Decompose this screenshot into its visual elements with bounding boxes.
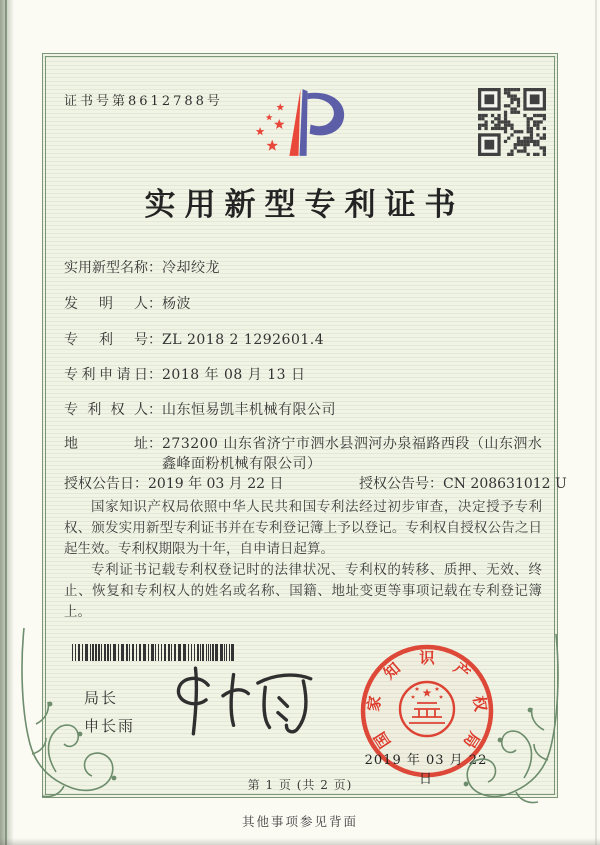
- field-label: 专利申请日: [64, 367, 148, 383]
- director-signature: [168, 664, 316, 738]
- field-value: 冷却绞龙: [162, 260, 220, 276]
- field-value: 山东恒易凯丰机械有限公司: [162, 402, 336, 418]
- svg-text:知: 知: [379, 658, 404, 683]
- field-label: 地址: [64, 436, 148, 452]
- field-label: 专利权人: [64, 402, 148, 418]
- paper-bottom-edge: [0, 838, 600, 845]
- field-row-name: [64, 258, 220, 278]
- field-label: 实用新型名称: [64, 260, 148, 276]
- grant-number-value: CN 208631012 U: [443, 476, 567, 492]
- colon: ：: [148, 260, 162, 276]
- colon: ：: [134, 476, 148, 492]
- field-row-patent-number: [64, 330, 324, 350]
- grant-date-label: 授权公告日: [64, 476, 134, 492]
- back-note: 其他事项参见背面: [241, 814, 358, 829]
- field-row-grant: [64, 474, 567, 494]
- field-row-inventor: [64, 294, 191, 314]
- book-spine-line: [5, 0, 7, 845]
- paper-right-edge: [595, 0, 597, 845]
- seal-date: 2019 年 03 月 22 日: [364, 753, 488, 787]
- grant-number-label: 授权公告号: [359, 476, 429, 492]
- field-label: 发明人: [64, 296, 148, 312]
- colon: ：: [429, 476, 443, 492]
- legal-text: [64, 497, 542, 623]
- legal-paragraph: 专利证书记载专利权登记时的法律状况、专利权的转移、质押、无效、终止、恢复和专利权人的姓名或名称、国籍、地址变更等事项记载在专利登记簿上。: [64, 562, 542, 620]
- cnipa-logo-icon: [252, 84, 348, 162]
- svg-text:权: 权: [469, 694, 491, 713]
- colon: ：: [148, 332, 162, 348]
- colon: ：: [148, 402, 162, 418]
- field-value: 2018 年 08 月 13 日: [162, 367, 306, 383]
- certificate-number: 证书号第8612788号: [64, 94, 223, 109]
- svg-text:识: 识: [419, 648, 435, 667]
- director-title: 局长: [84, 689, 119, 707]
- field-row-address: [64, 434, 554, 474]
- svg-text:产: 产: [450, 658, 475, 683]
- colon: ：: [148, 367, 162, 383]
- colon: ：: [148, 296, 162, 312]
- svg-text:国: 国: [369, 728, 395, 752]
- svg-text:局: 局: [459, 728, 485, 752]
- corner-flourish-left-icon: [16, 628, 128, 800]
- field-label: 专利号: [64, 332, 148, 348]
- field-row-filing-date: [64, 365, 306, 385]
- corner-flourish-right-icon: [452, 634, 564, 806]
- certificate-title: 实用新型专利证书: [144, 187, 465, 223]
- page-number: 第 1 页 (共 2 页): [247, 778, 353, 792]
- field-value: ZL 2018 2 1292601.4: [162, 332, 325, 348]
- field-value: 273200 山东省济宁市泗水县泗河办泉福路西段（山东泗水鑫峰面粉机械有限公司）: [162, 436, 543, 472]
- field-value: 杨波: [162, 296, 191, 312]
- grant-date-value: 2019 年 03 月 22 日: [148, 476, 284, 492]
- qr-code: [478, 88, 546, 156]
- legal-paragraph: 国家知识产权局依照中华人民共和国专利法经过初步审查，决定授予专利权、颁发实用新型专利证书并在专利登记簿上予以登记。专利权自授权公告之日起生效。专利权期限为十年，自申请日起算。: [64, 499, 542, 557]
- colon: ：: [148, 436, 162, 452]
- book-spine-edge: [0, 0, 14, 845]
- svg-text:家: 家: [363, 694, 385, 713]
- field-row-patentee: [64, 400, 336, 420]
- director-name: 申长雨: [84, 717, 136, 735]
